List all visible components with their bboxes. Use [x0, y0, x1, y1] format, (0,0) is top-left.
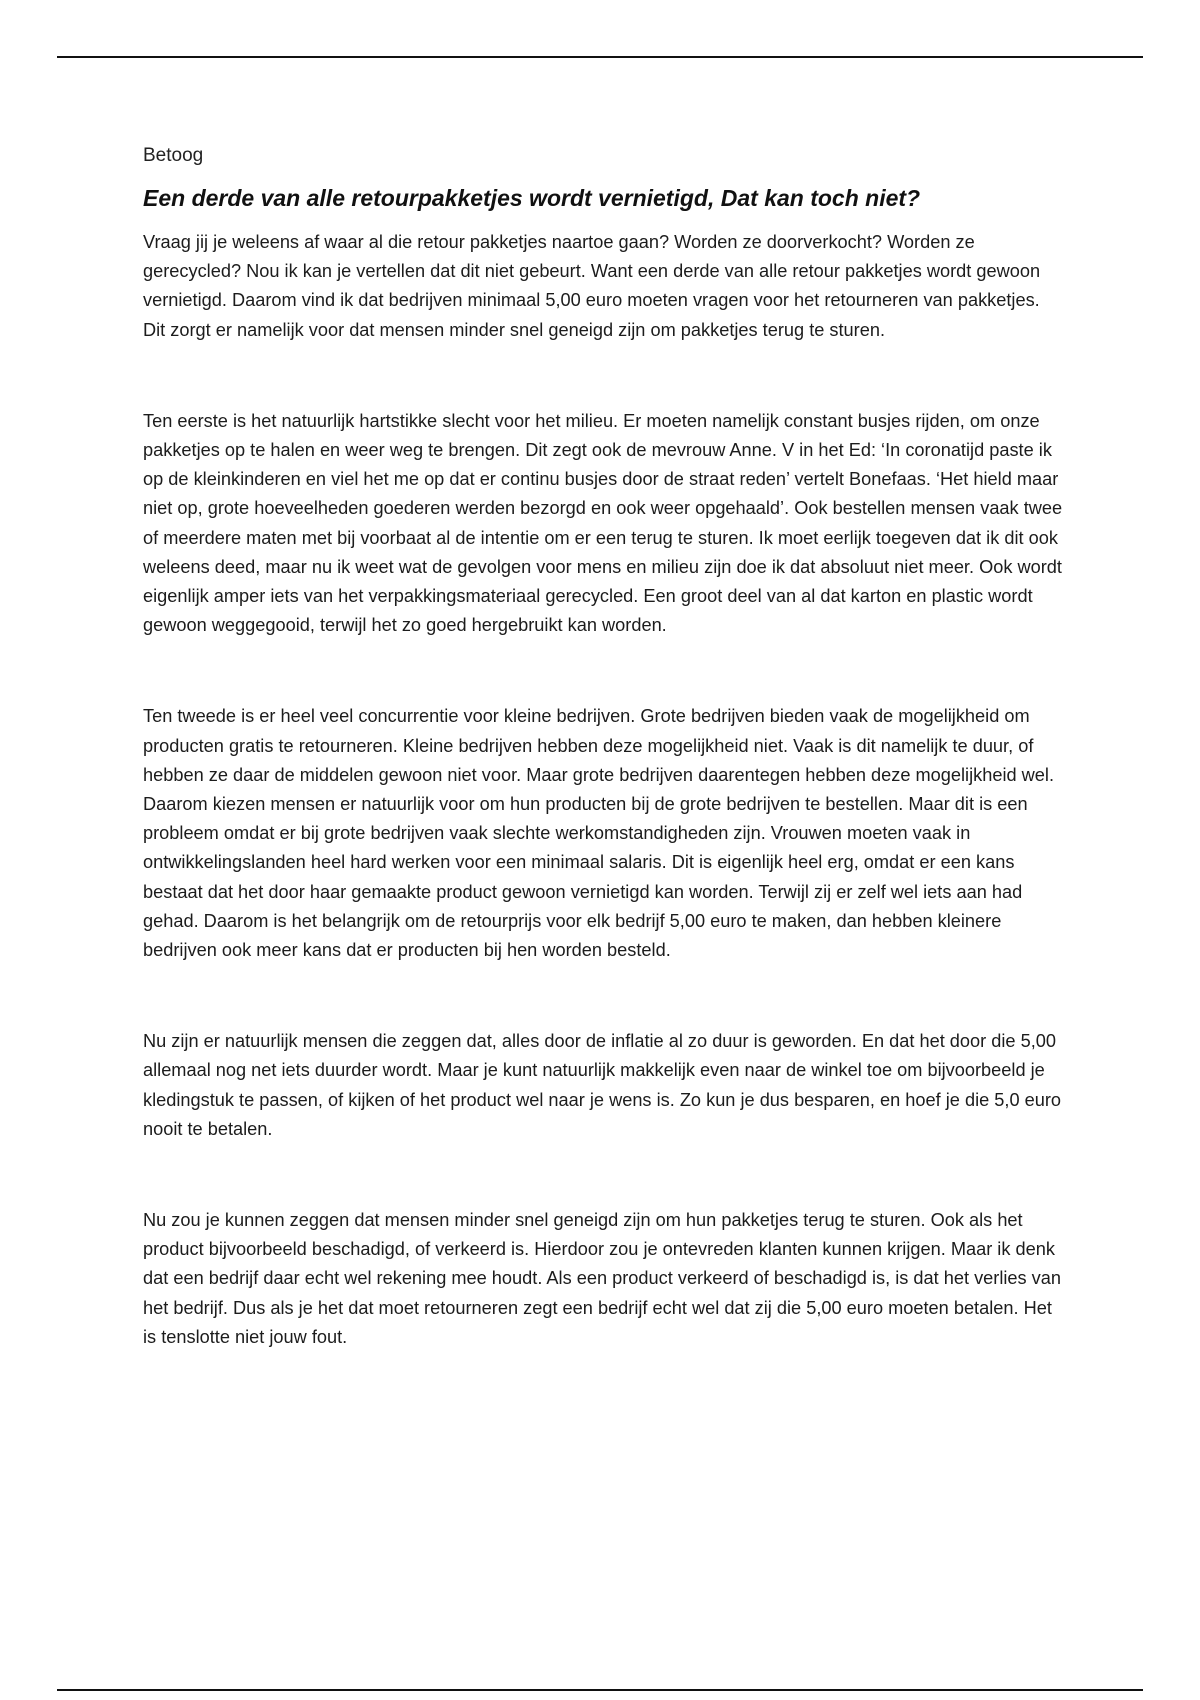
header-rule — [57, 56, 1143, 58]
footer-rule — [57, 1689, 1143, 1691]
paragraph-counterargument-returns: Nu zou je kunnen zeggen dat mensen minder snel geneigd zijn om hun pakketjes terug te sturen. Ook als het product bijvoorbeeld beschadigd, of verkeerd is. Hierdoor zou je ontevreden klanten kunnen krijgen. Maar ik denk dat een bedrijf daar echt wel rekening mee houdt. Als een product verkeerd of beschadigd is, is dat het verlies van het bedrijf. Dus als je het dat moet retourneren zegt een bedrijf echt wel dat zij die 5,00 euro moeten betalen. Het is tenslotte niet jouw fout. — [143, 1210, 1062, 1347]
paragraph-introduction: Vraag jij je weleens af waar al die retour pakketjes naartoe gaan? Worden ze doorverkocht? Worden ze gerecycled? Nou ik kan je vertellen dat dit niet gebeurt. Want een derde van alle retour pakketjes wordt gewoon vernietigd. Daarom vind ik dat bedrijven minimaal 5,00 euro moeten vragen voor het retourneren van pakketjes. Dit zorgt er namelijk voor dat mensen minder snel geneigd zijn om pakketjes terug te sturen. — [143, 232, 1041, 340]
document-type-label: Betoog — [143, 145, 204, 166]
document-body — [143, 142, 1063, 1352]
paragraph-counterargument-inflation: Nu zijn er natuurlijk mensen die zeggen dat, alles door de inflatie al zo duur is geworden. En dat het door die 5,00 allemaal nog net iets duurder wordt. Maar je kunt natuurlijk makkelijk even naar de winkel toe om bijvoorbeeld je kledingstuk te passen, of kijken of het product wel naar je wens is. Zo kun je dus besparen, en hoef je die 5,0 euro nooit te betalen. — [143, 1031, 1062, 1139]
essay-title: Een derde van alle retourpakketjes wordt vernietigd, Dat kan toch niet? — [143, 185, 921, 211]
paragraph-argument-competition: Ten tweede is er heel veel concurrentie voor kleine bedrijven. Grote bedrijven bieden vaak de mogelijkheid om producten gratis te retourneren. Kleine bedrijven hebben deze mogelijkheid niet. Vaak is dit namelijk te duur, of hebben ze daar de middelen gewoon niet voor. Maar grote bedrijven daarentegen hebben deze mogelijkheid wel. Daarom kiezen mensen er natuurlijk voor om hun producten bij de grote bedrijven te bestellen. Maar dit is een probleem omdat er bij grote bedrijven vaak slechte werkomstandigheden zijn. Vrouwen moeten vaak in ontwikkelingslanden heel hard werken voor een minimaal salaris. Dit is eigenlijk heel erg, omdat er een kans bestaat dat het door haar gemaakte product gewoon vernietigd kan worden. Terwijl zij er zelf wel iets aan had gehad. Daarom is het belangrijk om de retourprijs voor elk bedrijf 5,00 euro te maken, dan hebben kleinere bedrijven ook meer kans dat er producten bij hen worden besteld. — [143, 706, 1055, 961]
paragraph-argument-environment: Ten eerste is het natuurlijk hartstikke slecht voor het milieu. Er moeten namelijk constant busjes rijden, om onze pakketjes op te halen en weer weg te brengen. Dit zegt ook de mevrouw Anne. V in het Ed: ‘In coronatijd paste ik op de kleinkinderen en viel het me op dat er continu busjes door de straat reden’ vertelt Bonefaas. ‘Het hield maar niet op, grote hoeveelheden goederen werden bezorgd en ook weer opgehaald’. Ook bestellen mensen vaak twee of meerdere maten met bij voorbaat al de intentie om er een terug te sturen. Ik moet eerlijk toegeven dat ik dit ook weleens deed, maar nu ik weet wat de gevolgen voor mens en milieu zijn doe ik dat absoluut niet meer. Ook wordt eigenlijk amper iets van het verpakkingsmateriaal gerecycled. Een groot deel van al dat karton en plastic wordt gewoon weggegooid, terwijl het zo goed hergebruikt kan worden. — [143, 410, 1063, 636]
